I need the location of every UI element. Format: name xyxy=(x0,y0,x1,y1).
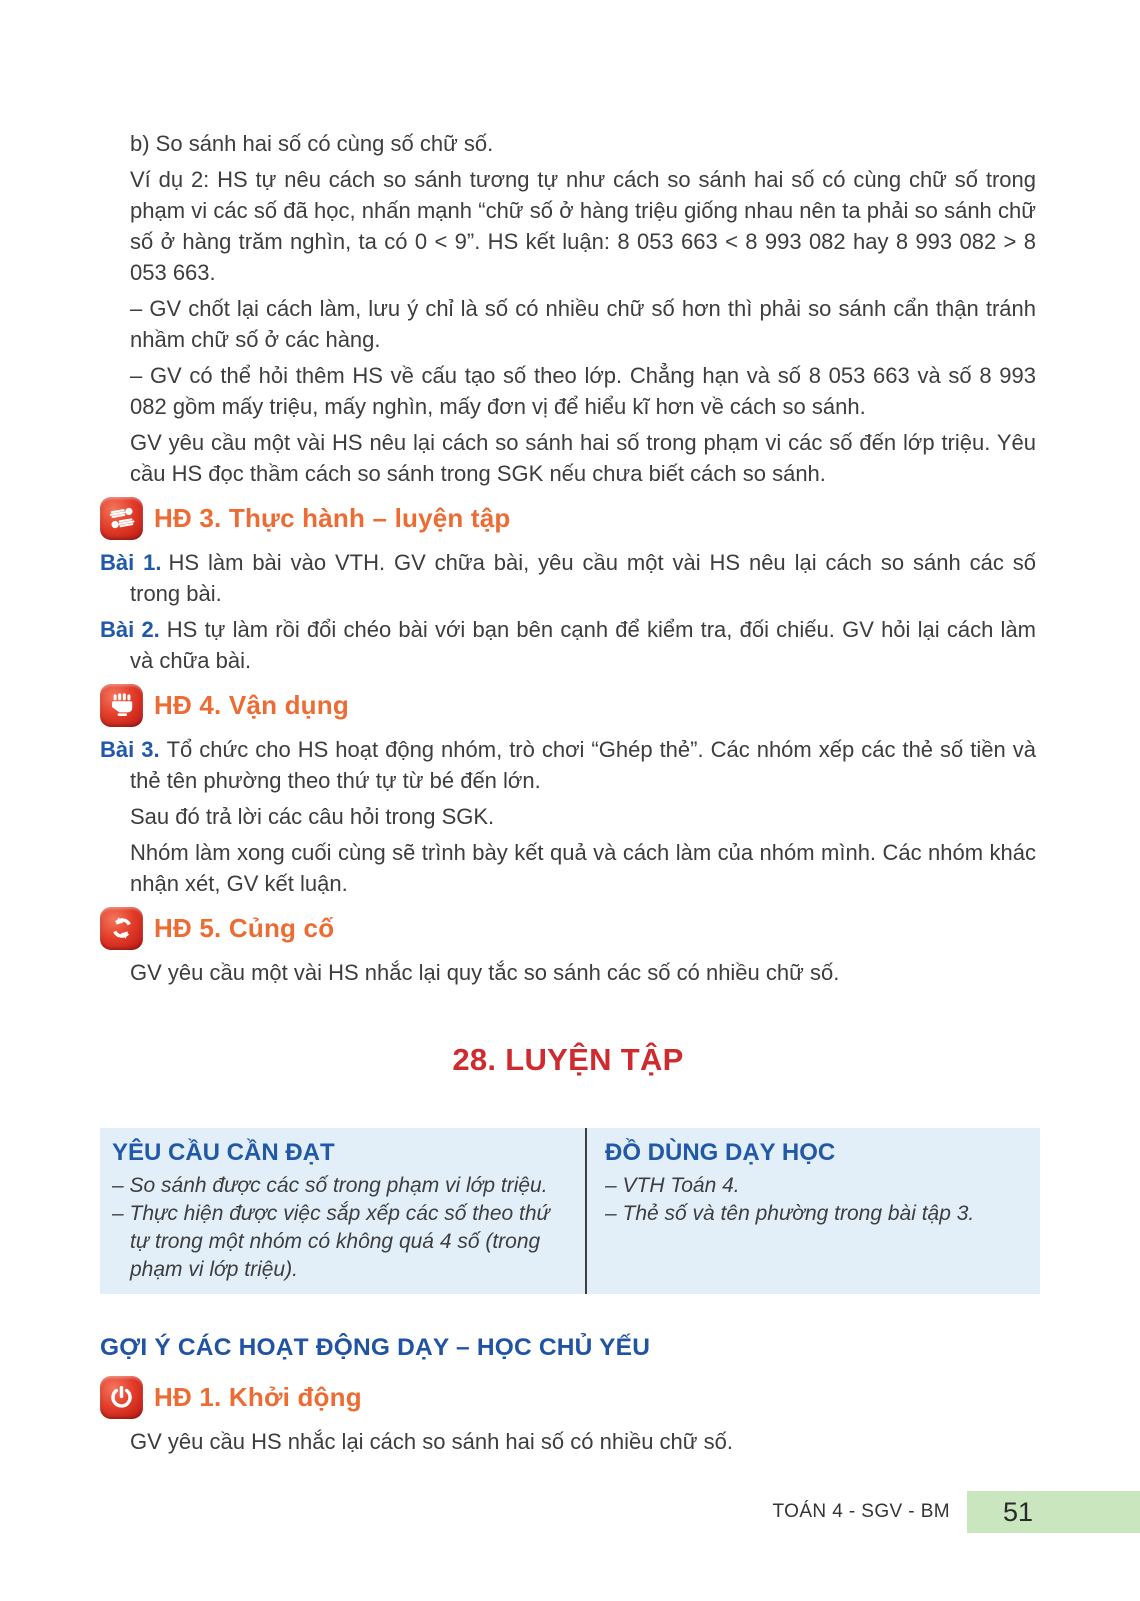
activity-4-title: HĐ 4. Vận dụng xyxy=(154,689,349,720)
material-item: – Thẻ số và tên phường trong bài tập 3. xyxy=(605,1202,975,1225)
exercise-2 xyxy=(100,614,1036,676)
book-label: TOÁN 4 - SGV - BM xyxy=(772,1501,950,1522)
exercise-3-label: Bài 3. xyxy=(100,737,160,762)
activity-1-title: HĐ 1. Khởi động xyxy=(154,1381,362,1412)
requirement-item: – So sánh được các số trong phạm vi lớp triệu. xyxy=(112,1174,548,1197)
activity-1-header xyxy=(100,1374,1036,1420)
exercise-2-label: Bài 2. xyxy=(100,617,160,642)
paragraph-khoi-dong: GV yêu cầu HS nhắc lại cách so sánh hai số có nhiều chữ số. xyxy=(130,1429,733,1454)
hands-icon xyxy=(100,497,143,540)
page-footer xyxy=(773,1491,1140,1533)
requirements-header: YÊU CẦU CẦN ĐẠT xyxy=(112,1139,335,1166)
page-number: 51 xyxy=(1003,1496,1034,1527)
requirements-cell xyxy=(100,1128,585,1294)
page-number-badge xyxy=(967,1491,1140,1533)
paragraph-nhom-lam-xong: Nhóm làm xong cuối cùng sẽ trình bày kết quả và cách làm của nhóm mình. Các nhóm khác nhận xét, GV kết luận. xyxy=(130,840,1036,896)
activity-5-title: HĐ 5. Củng cố xyxy=(154,912,335,943)
paragraph-gv-hoi-them: – GV có thể hỏi thêm HS về cấu tạo số theo lớp. Chẳng hạn và số 8 053 663 và số 8 993 082 gồm mấy triệu, mấy nghìn, mấy đơn vị để hiểu kĩ hơn về cách so sánh. xyxy=(130,363,1036,419)
exercise-1 xyxy=(100,547,1036,609)
materials-header: ĐỒ DÙNG DẠY HỌC xyxy=(605,1139,836,1166)
refresh-icon xyxy=(100,907,143,950)
activity-5-header xyxy=(100,905,1036,951)
fist-icon xyxy=(100,684,143,727)
exercise-3-text: Tổ chức cho HS hoạt động nhóm, trò chơi “Ghép thẻ”. Các nhóm xếp các thẻ số tiền và thẻ tên phường theo thứ tự từ bé đến lớn. xyxy=(130,737,1036,793)
paragraph-gv-nhac-lai: GV yêu cầu một vài HS nhắc lại quy tắc so sánh các số có nhiều chữ số. xyxy=(130,960,840,985)
paragraph-example-2: Ví dụ 2: HS tự nêu cách so sánh tương tự như cách so sánh hai số có cùng chữ số trong phạm vi các số đã học, nhấn mạnh “chữ số ở hàng triệu giống nhau nên ta phải so sánh chữ số ở hàng trăm nghìn, ta có 0 < 9”. HS kết luận: 8 053 663 < 8 993 082 hay 8 993 082 > 8 053 663. xyxy=(130,167,1036,285)
exercise-1-label: Bài 1. xyxy=(100,550,162,575)
material-item: – VTH Toán 4. xyxy=(605,1174,740,1197)
paragraph-compare-same-digits: b) So sánh hai số có cùng số chữ số. xyxy=(130,131,494,156)
exercise-3 xyxy=(100,734,1036,796)
requirement-item: – Thực hiện được việc sắp xếp các số theo thứ tự trong một nhóm có không quá 4 số (trong phạm vi lớp triệu). xyxy=(112,1202,550,1281)
materials-cell xyxy=(585,1128,1040,1294)
lesson-28-title: 28. LUYỆN TẬP xyxy=(452,1042,684,1077)
paragraph-sau-do: Sau đó trả lời các câu hỏi trong SGK. xyxy=(130,804,495,829)
activity-3-title: HĐ 3. Thực hành – luyện tập xyxy=(154,502,511,533)
lesson-info-table xyxy=(100,1128,1040,1294)
paragraph-gv-yeu-cau: GV yêu cầu một vài HS nêu lại cách so sánh hai số trong phạm vi các số đến lớp triệu. Yêu cầu HS đọc thầm cách so sánh trong SGK nếu chưa biết cách so sánh. xyxy=(130,430,1036,486)
activity-3-header xyxy=(100,495,1036,541)
power-icon xyxy=(100,1376,143,1419)
activity-4-header xyxy=(100,682,1036,728)
exercise-1-text: HS làm bài vào VTH. GV chữa bài, yêu cầu một vài HS nêu lại cách so sánh các số trong bài. xyxy=(130,550,1036,606)
exercise-2-text: HS tự làm rồi đổi chéo bài với bạn bên cạnh để kiểm tra, đối chiếu. GV hỏi lại cách làm và chữa bài. xyxy=(130,617,1036,673)
paragraph-gv-chot: – GV chốt lại cách làm, lưu ý chỉ là số có nhiều chữ số hơn thì phải so sánh cẩn thận tránh nhầm chữ số ở các hàng. xyxy=(130,296,1036,352)
activities-section-header: GỢI Ý CÁC HOẠT ĐỘNG DẠY – HỌC CHỦ YẾU xyxy=(100,1334,651,1361)
